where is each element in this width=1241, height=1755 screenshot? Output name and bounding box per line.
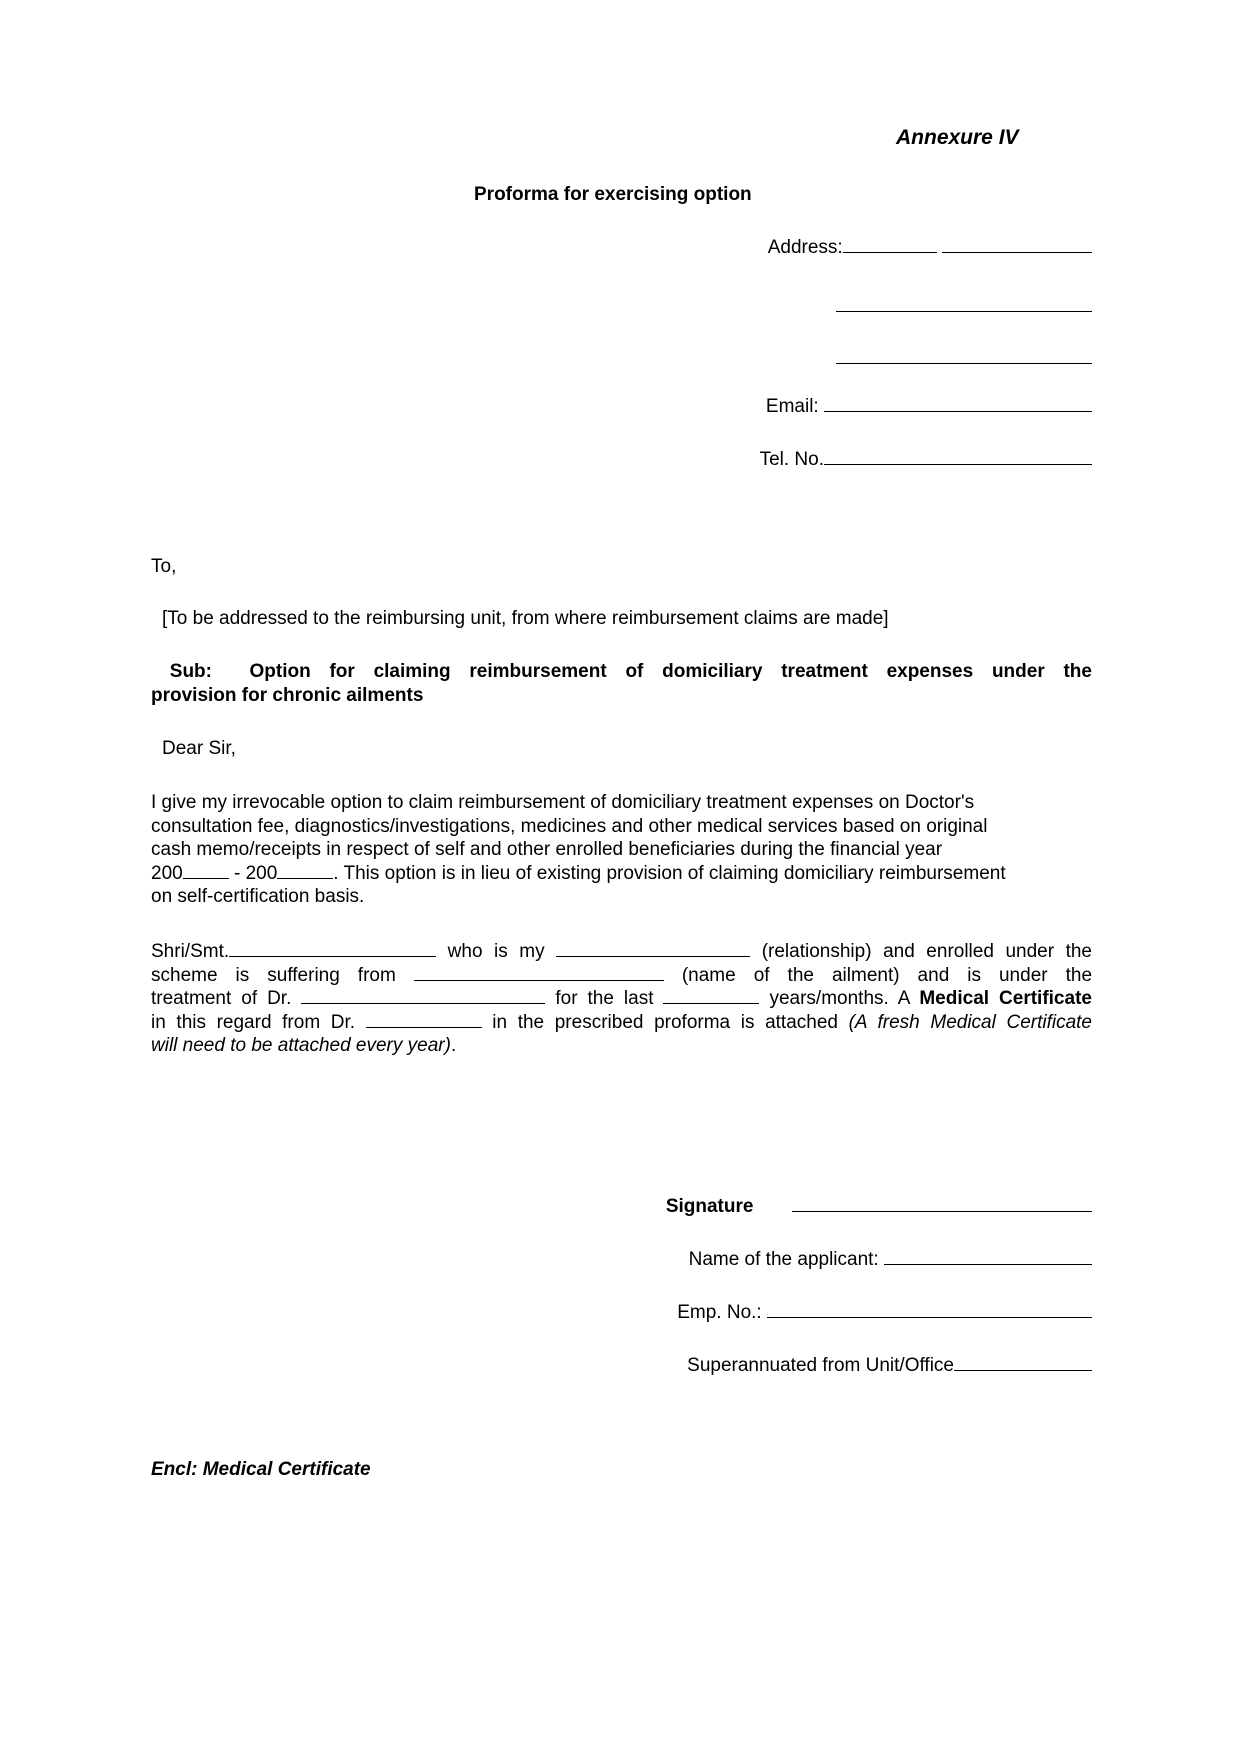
address-blank-3[interactable] (836, 296, 1092, 312)
doctor-name-blank[interactable] (301, 988, 545, 1004)
applicant-name-field[interactable] (689, 1249, 1092, 1269)
emp-no-field[interactable] (677, 1302, 1092, 1322)
address-field[interactable] (768, 237, 1092, 257)
para1-line-2: consultation fee, diagnostics/investigations, medicines and other medical services based on original (151, 815, 988, 837)
address-blank-2[interactable] (942, 237, 1092, 253)
emp-no-blank[interactable] (767, 1302, 1092, 1318)
subject-line: Sub: Option for claiming reimbursement of domiciliary treatment expenses under the provision for chronic ailments (151, 661, 1092, 706)
subject-label: Sub: (169, 661, 212, 682)
tel-field[interactable] (760, 449, 1092, 469)
document-title: Proforma for exercising option (474, 184, 752, 205)
superannuated-label: Superannuated from Unit/Office (687, 1355, 954, 1376)
address-line-2[interactable] (836, 296, 1092, 316)
email-label: Email: (765, 396, 819, 417)
ailment-blank[interactable] (414, 965, 664, 981)
signature-label: Signature (665, 1196, 754, 1217)
signature-field[interactable] (666, 1196, 1092, 1216)
para2-line-2: scheme is suffering from (name of the ailment) and is under the (151, 964, 1093, 986)
superannuated-blank[interactable] (954, 1355, 1092, 1371)
address-blank-4[interactable] (836, 348, 1092, 364)
tel-blank[interactable] (824, 449, 1092, 465)
signature-blank[interactable] (792, 1196, 1092, 1212)
annexure-label: Annexure IV (896, 126, 1019, 149)
medical-certificate-emphasis: Medical Certificate (919, 988, 1092, 1009)
para2-line-3: treatment of Dr. for the last years/months. A Medical Certificate (151, 988, 1092, 1009)
superannuated-field[interactable] (687, 1355, 1092, 1375)
to-label: To, (151, 556, 177, 577)
subject-line-2: provision for chronic ailments (151, 684, 424, 706)
beneficiary-paragraph (151, 940, 1092, 1058)
address-label: Address: (767, 237, 843, 258)
emp-no-label: Emp. No.: (677, 1302, 762, 1323)
para2-line-1: Shri/Smt. who is my (relationship) and enrolled under the (151, 941, 1092, 962)
option-paragraph (151, 791, 1092, 909)
addressee-note: [To be addressed to the reimbursing unit, from where reimbursement claims are made] (162, 608, 889, 629)
para1-line-5: on self-certification basis. (151, 886, 365, 907)
para2-line-4: in this regard from Dr. in the prescribed proforma is attached (A fresh Medical Certificate (151, 1011, 1092, 1033)
address-line-3[interactable] (836, 348, 1092, 368)
email-blank[interactable] (824, 396, 1092, 412)
para1-line-1: I give my irrevocable option to claim reimbursement of domiciliary treatment expenses on Doctor's (151, 792, 975, 813)
greeting: Dear Sir, (162, 738, 236, 759)
email-field[interactable] (766, 396, 1092, 416)
enclosure-note: Encl: Medical Certificate (151, 1459, 371, 1480)
para1-line-3: cash memo/receipts in respect of self and other enrolled beneficiaries during the financial year (151, 839, 943, 860)
para2-line-5: will need to be attached every year). (151, 1035, 457, 1056)
duration-blank[interactable] (663, 988, 759, 1004)
tel-label: Tel. No. (759, 449, 824, 470)
applicant-name-label: Name of the applicant: (688, 1249, 879, 1270)
year-from-blank[interactable] (183, 863, 229, 879)
relationship-blank[interactable] (556, 941, 750, 957)
address-blank-1[interactable] (843, 237, 937, 253)
para1-line-4: 200 - 200 . This option is in lieu of existing provision of claiming domiciliary reimbursement (151, 862, 1006, 884)
certifying-doctor-blank[interactable] (366, 1012, 482, 1028)
year-to-blank[interactable] (277, 863, 333, 879)
applicant-name-blank[interactable] (884, 1249, 1092, 1265)
beneficiary-name-blank[interactable] (229, 941, 436, 957)
